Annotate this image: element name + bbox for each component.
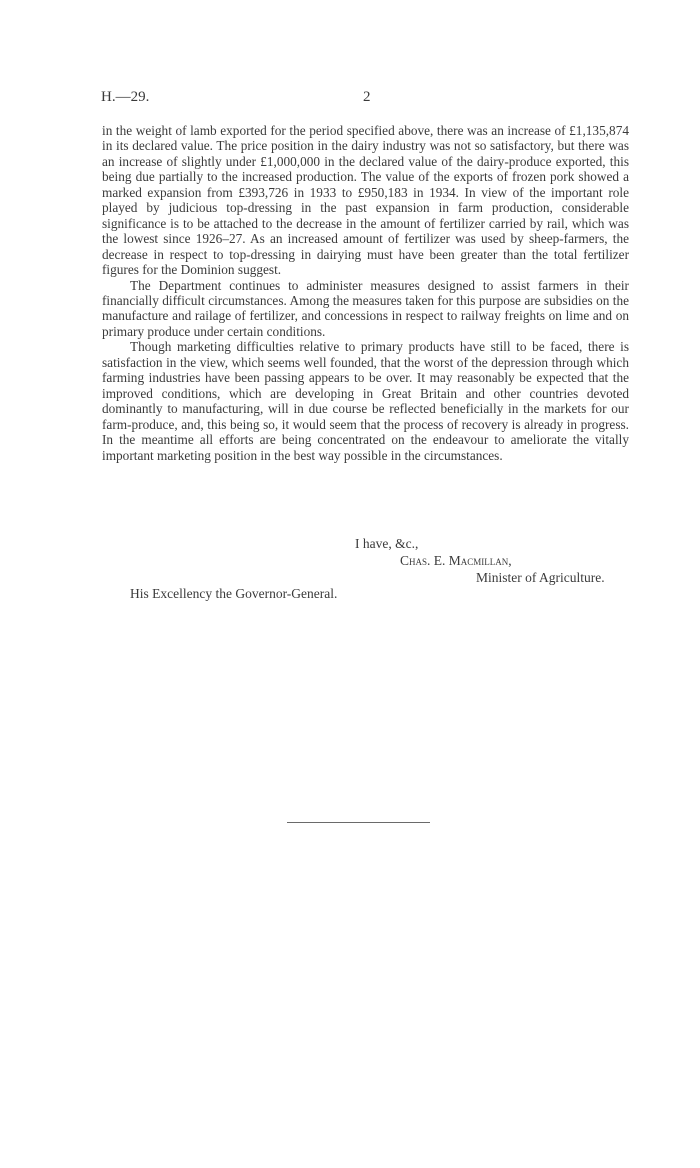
closing-rule	[287, 822, 430, 823]
closing-line: I have, &c.,	[355, 536, 419, 551]
page-header	[101, 89, 601, 109]
body-paragraph-continued: in the weight of lamb exported for the period specified above, there was an increase of £1,135,874 in its declared value. The price position in the dairy industry was not so satisfactory, but there was an increase of slightly under £1,000,000 in the declared value of the dairy-produce exported, this being due partially to the increased production. The value of the exports of frozen pork showed a marked expansion from £393,726 in 1933 to £950,183 in 1934. In view of the important role played by judicious top-dressing in the past expansion in farm production, considerable significance is to be attached to the decrease in the amount of fertilizer carried by rail, which was the lowest since 1926–27. As an increased amount of fertilizer was used by sheep-farmers, the decrease in respect to top-dressing in dairying must have been greater than the total fertilizer figures for the Dominion suggest.	[102, 123, 629, 278]
page-number: 2	[363, 89, 371, 105]
document-reference: H.—29.	[101, 89, 150, 105]
body-paragraph-marketing-outlook: Though marketing difficulties relative to primary products have still to be faced, there is satisfaction in the view, which seems well founded, that the worst of the depression through which farming industries have been passing appears to be over. It may reasonably be expected that the improved conditions, which are developing in Great Britain and other countries devoted dominantly to manufacturing, will in due course be reflected beneficially in the markets for our farm-produce, and, this being so, it would seem that the process of recovery is already in progress. In the meantime all efforts are being concentrated on the endeavour to ameliorate the vitally important marketing position in the best way possible in the circumstances.	[102, 339, 629, 463]
signatory-name: Chas. E. Macmillan,	[400, 553, 512, 568]
addressee: His Excellency the Governor-General.	[130, 586, 338, 601]
signatory-title: Minister of Agriculture.	[476, 570, 605, 585]
body-paragraph-department-measures: The Department continues to administer measures designed to assist farmers in their financially difficult circumstances. Among the measures taken for this purpose are subsidies on the manufacture and railage of fertilizer, and concessions in respect to railway freights on lime and on primary produce under certain conditions.	[102, 277, 629, 339]
letter-body	[102, 123, 629, 463]
